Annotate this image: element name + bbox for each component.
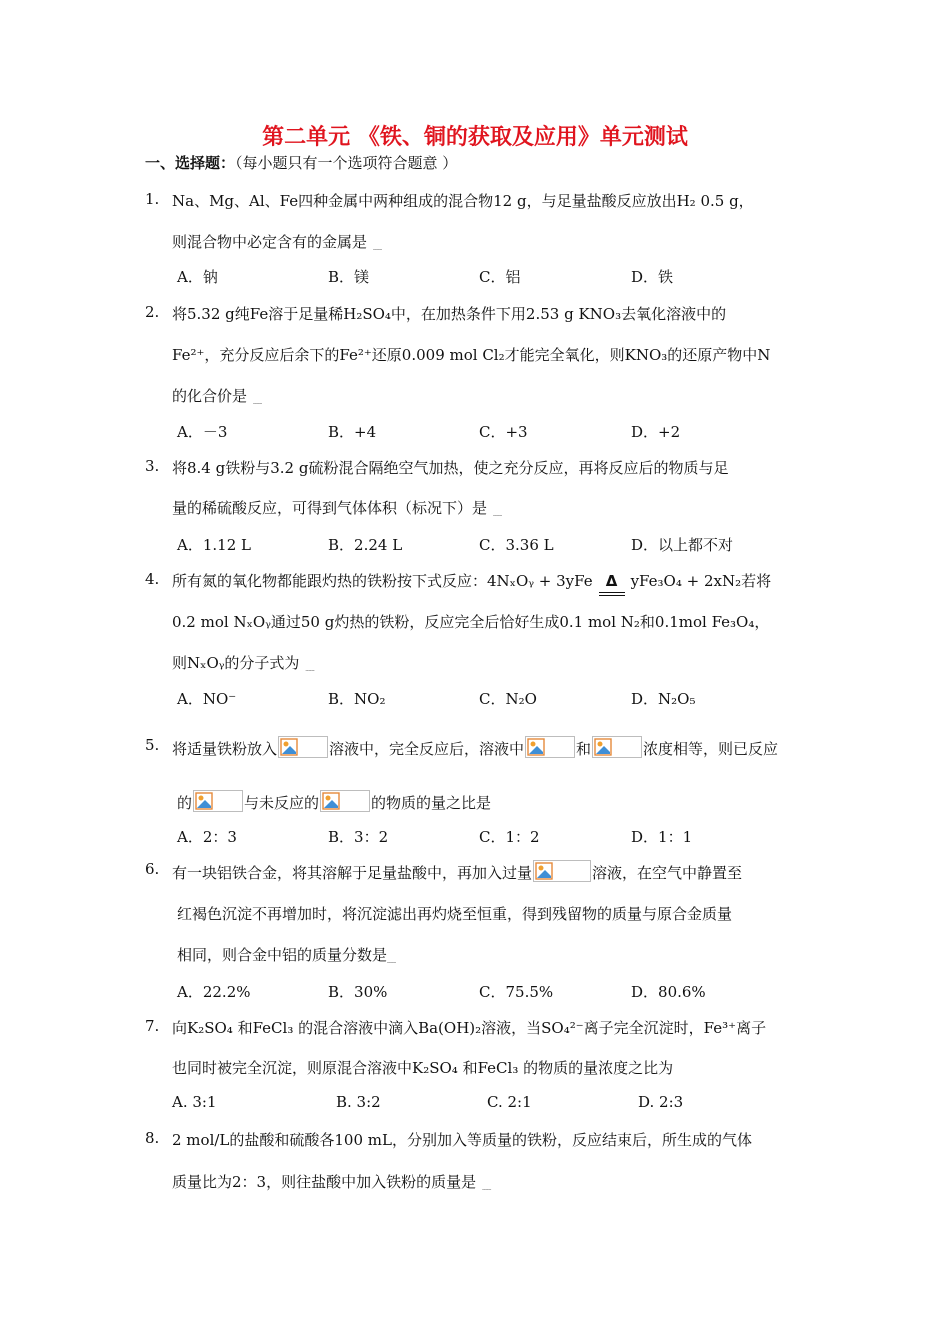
question-1-option-b: B．镁 <box>328 268 370 286</box>
broken-image-icon <box>278 736 328 758</box>
question-5-text: 溶液中，完全反应后，溶液中 <box>329 740 525 758</box>
question-2-option-d: D．+2 <box>631 423 681 441</box>
delta-symbol: Δ <box>605 572 618 590</box>
question-4-option-b: B．NO₂ <box>328 690 386 708</box>
question-1-line-2 <box>172 231 382 252</box>
broken-image-icon <box>193 790 243 812</box>
question-3-line-2 <box>172 497 502 518</box>
answer-blank-mark: ﹏ <box>387 955 397 965</box>
question-4-option-d: D．N₂O₅ <box>631 690 696 708</box>
question-2-line-2: Fe²⁺，充分反应后余下的Fe²⁺还原0.009 mol Cl₂才能完全氧化，则KNO₃的还原产物中N <box>172 346 771 364</box>
question-3-number: 3. <box>145 457 160 475</box>
question-4-text: 所有氮的氧化物都能跟灼热的铁粉按下式反应： <box>172 572 488 590</box>
question-7-line-2: 也同时被完全沉淀，则原混合溶液中K₂SO₄ 和FeCl₃ 的物质的量浓度之比为 <box>172 1059 674 1077</box>
answer-blank-mark: ﹏ <box>373 242 383 252</box>
question-7-number: 7. <box>145 1017 160 1035</box>
section-label: 一、选择题： <box>145 154 236 172</box>
question-6-number: 6. <box>145 860 160 878</box>
question-8-number: 8. <box>145 1129 160 1147</box>
answer-blank-mark: ﹏ <box>305 663 315 673</box>
question-5-text: 的 <box>177 794 193 812</box>
question-6-option-a: A．22.2% <box>177 983 251 1001</box>
question-2-line-1: 将5.32 g纯Fe溶于足量稀H₂SO₄中，在加热条件下用2.53 g KNO₃去氧化溶液中的 <box>172 305 727 323</box>
question-8-line-2 <box>172 1171 491 1192</box>
broken-image-icon <box>525 736 575 758</box>
question-1-text: 则混合物中必定含有的金属是 <box>172 233 368 251</box>
question-5-text: 的物质的量之比是 <box>371 794 492 812</box>
question-6-text: 溶液，在空气中静置至 <box>592 864 743 882</box>
question-3-option-b: B．2.24 L <box>328 536 403 554</box>
question-3-text: 量的稀硫酸反应，可得到气体体积（标况下）是 <box>172 499 488 517</box>
question-4-number: 4. <box>145 570 160 588</box>
question-5-option-c: C．1：2 <box>479 828 540 846</box>
question-5-line-2 <box>177 790 491 813</box>
question-8-line-1: 2 mol/L的盐酸和硫酸各100 mL，分别加入等质量的铁粉，反应结束后，所生成的气体 <box>172 1131 752 1149</box>
question-8-text: 质量比为2：3，则往盐酸中加入铁粉的质量是 <box>172 1173 477 1191</box>
question-7-option-b: B. 3:2 <box>336 1093 381 1111</box>
question-5-text: 与未反应的 <box>244 794 320 812</box>
equation-products: yFe₃O₄ + 2xN₂若将 <box>630 572 772 590</box>
question-2-option-c: C．+3 <box>479 423 528 441</box>
question-6-line-1 <box>172 860 742 883</box>
question-2-option-b: B．+4 <box>328 423 377 441</box>
question-1-line-1: Na、Mg、Al、Fe四种金属中两种组成的混合物12 g，与足量盐酸反应放出H₂ 0.5 g， <box>172 192 754 210</box>
question-6-text: 有一块铝铁合金，将其溶解于足量盐酸中，再加入过量 <box>172 864 533 882</box>
broken-image-icon <box>592 736 642 758</box>
question-7-option-d: D. 2:3 <box>638 1093 684 1111</box>
question-7-option-a: A. 3:1 <box>172 1093 217 1111</box>
question-6-option-d: D．80.6% <box>631 983 706 1001</box>
question-1-option-d: D．铁 <box>631 268 674 286</box>
question-2-number: 2. <box>145 303 160 321</box>
question-4-text: 则NₓOᵧ的分子式为 <box>172 654 300 672</box>
page-title: 第二单元 《铁、铜的获取及应用》单元测试 <box>262 125 688 150</box>
question-5-option-a: A．2：3 <box>177 828 237 846</box>
question-4-option-c: C．N₂O <box>479 690 537 708</box>
question-5-line-1 <box>172 736 778 759</box>
question-7-option-c: C. 2:1 <box>487 1093 532 1111</box>
question-1-option-a: A．钠 <box>177 268 218 286</box>
question-5-option-d: D．1：1 <box>631 828 693 846</box>
question-5-text: 浓度相等，则已反应 <box>643 740 779 758</box>
question-2-option-a: A．－3 <box>177 423 228 441</box>
question-5-text: 将适量铁粉放入 <box>172 740 278 758</box>
equation-reactants: 4NₓOᵧ + 3yFe <box>487 572 593 590</box>
question-6-text: 相同，则合金中铝的质量分数是 <box>177 946 388 964</box>
question-3-option-d: D．以上都不对 <box>631 536 734 554</box>
question-2-text: 的化合价是 <box>172 387 248 405</box>
question-6-line-3 <box>177 944 396 965</box>
question-7-line-1: 向K₂SO₄ 和FeCl₃ 的混合溶液中滴入Ba(OH)₂溶液，当SO₄²⁻离子完全沉淀时，Fe³⁺离子 <box>172 1019 767 1037</box>
question-5-number: 5. <box>145 736 160 754</box>
question-2-line-3 <box>172 385 262 406</box>
question-6-option-b: B．30% <box>328 983 388 1001</box>
question-5-text: 和 <box>576 740 592 758</box>
question-1-option-c: C．铝 <box>479 268 521 286</box>
section-heading <box>145 152 457 173</box>
answer-blank-mark: ﹏ <box>493 508 503 518</box>
question-3-option-c: C．3.36 L <box>479 536 554 554</box>
question-3-line-1: 将8.4 g铁粉与3.2 g硫粉混合隔绝空气加热，使之充分反应，再将反应后的物质与足 <box>172 459 729 477</box>
question-4-line-1 <box>172 570 771 591</box>
broken-image-icon <box>533 860 591 882</box>
question-3-option-a: A．1.12 L <box>177 536 251 554</box>
question-5-option-b: B．3：2 <box>328 828 389 846</box>
broken-image-icon <box>320 790 370 812</box>
question-6-option-c: C．75.5% <box>479 983 554 1001</box>
answer-blank-mark: ﹏ <box>253 396 263 406</box>
question-1-number: 1. <box>145 190 160 208</box>
section-note: （每小题只有一个选项符合题意 ） <box>235 154 458 172</box>
question-6-line-2: 红褐色沉淀不再增加时，将沉淀滤出再灼烧至恒重，得到残留物的质量与原合金质量 <box>177 905 733 923</box>
question-4-option-a: A．NO⁻ <box>177 690 237 708</box>
question-4-line-3 <box>172 652 314 673</box>
answer-blank-mark: ﹏ <box>482 1182 492 1192</box>
question-4-line-2: 0.2 mol NₓOᵧ通过50 g灼热的铁粉，反应完全后恰好生成0.1 mol N₂和0.1mol Fe₃O₄， <box>172 613 770 631</box>
heating-condition-sign <box>599 572 625 590</box>
